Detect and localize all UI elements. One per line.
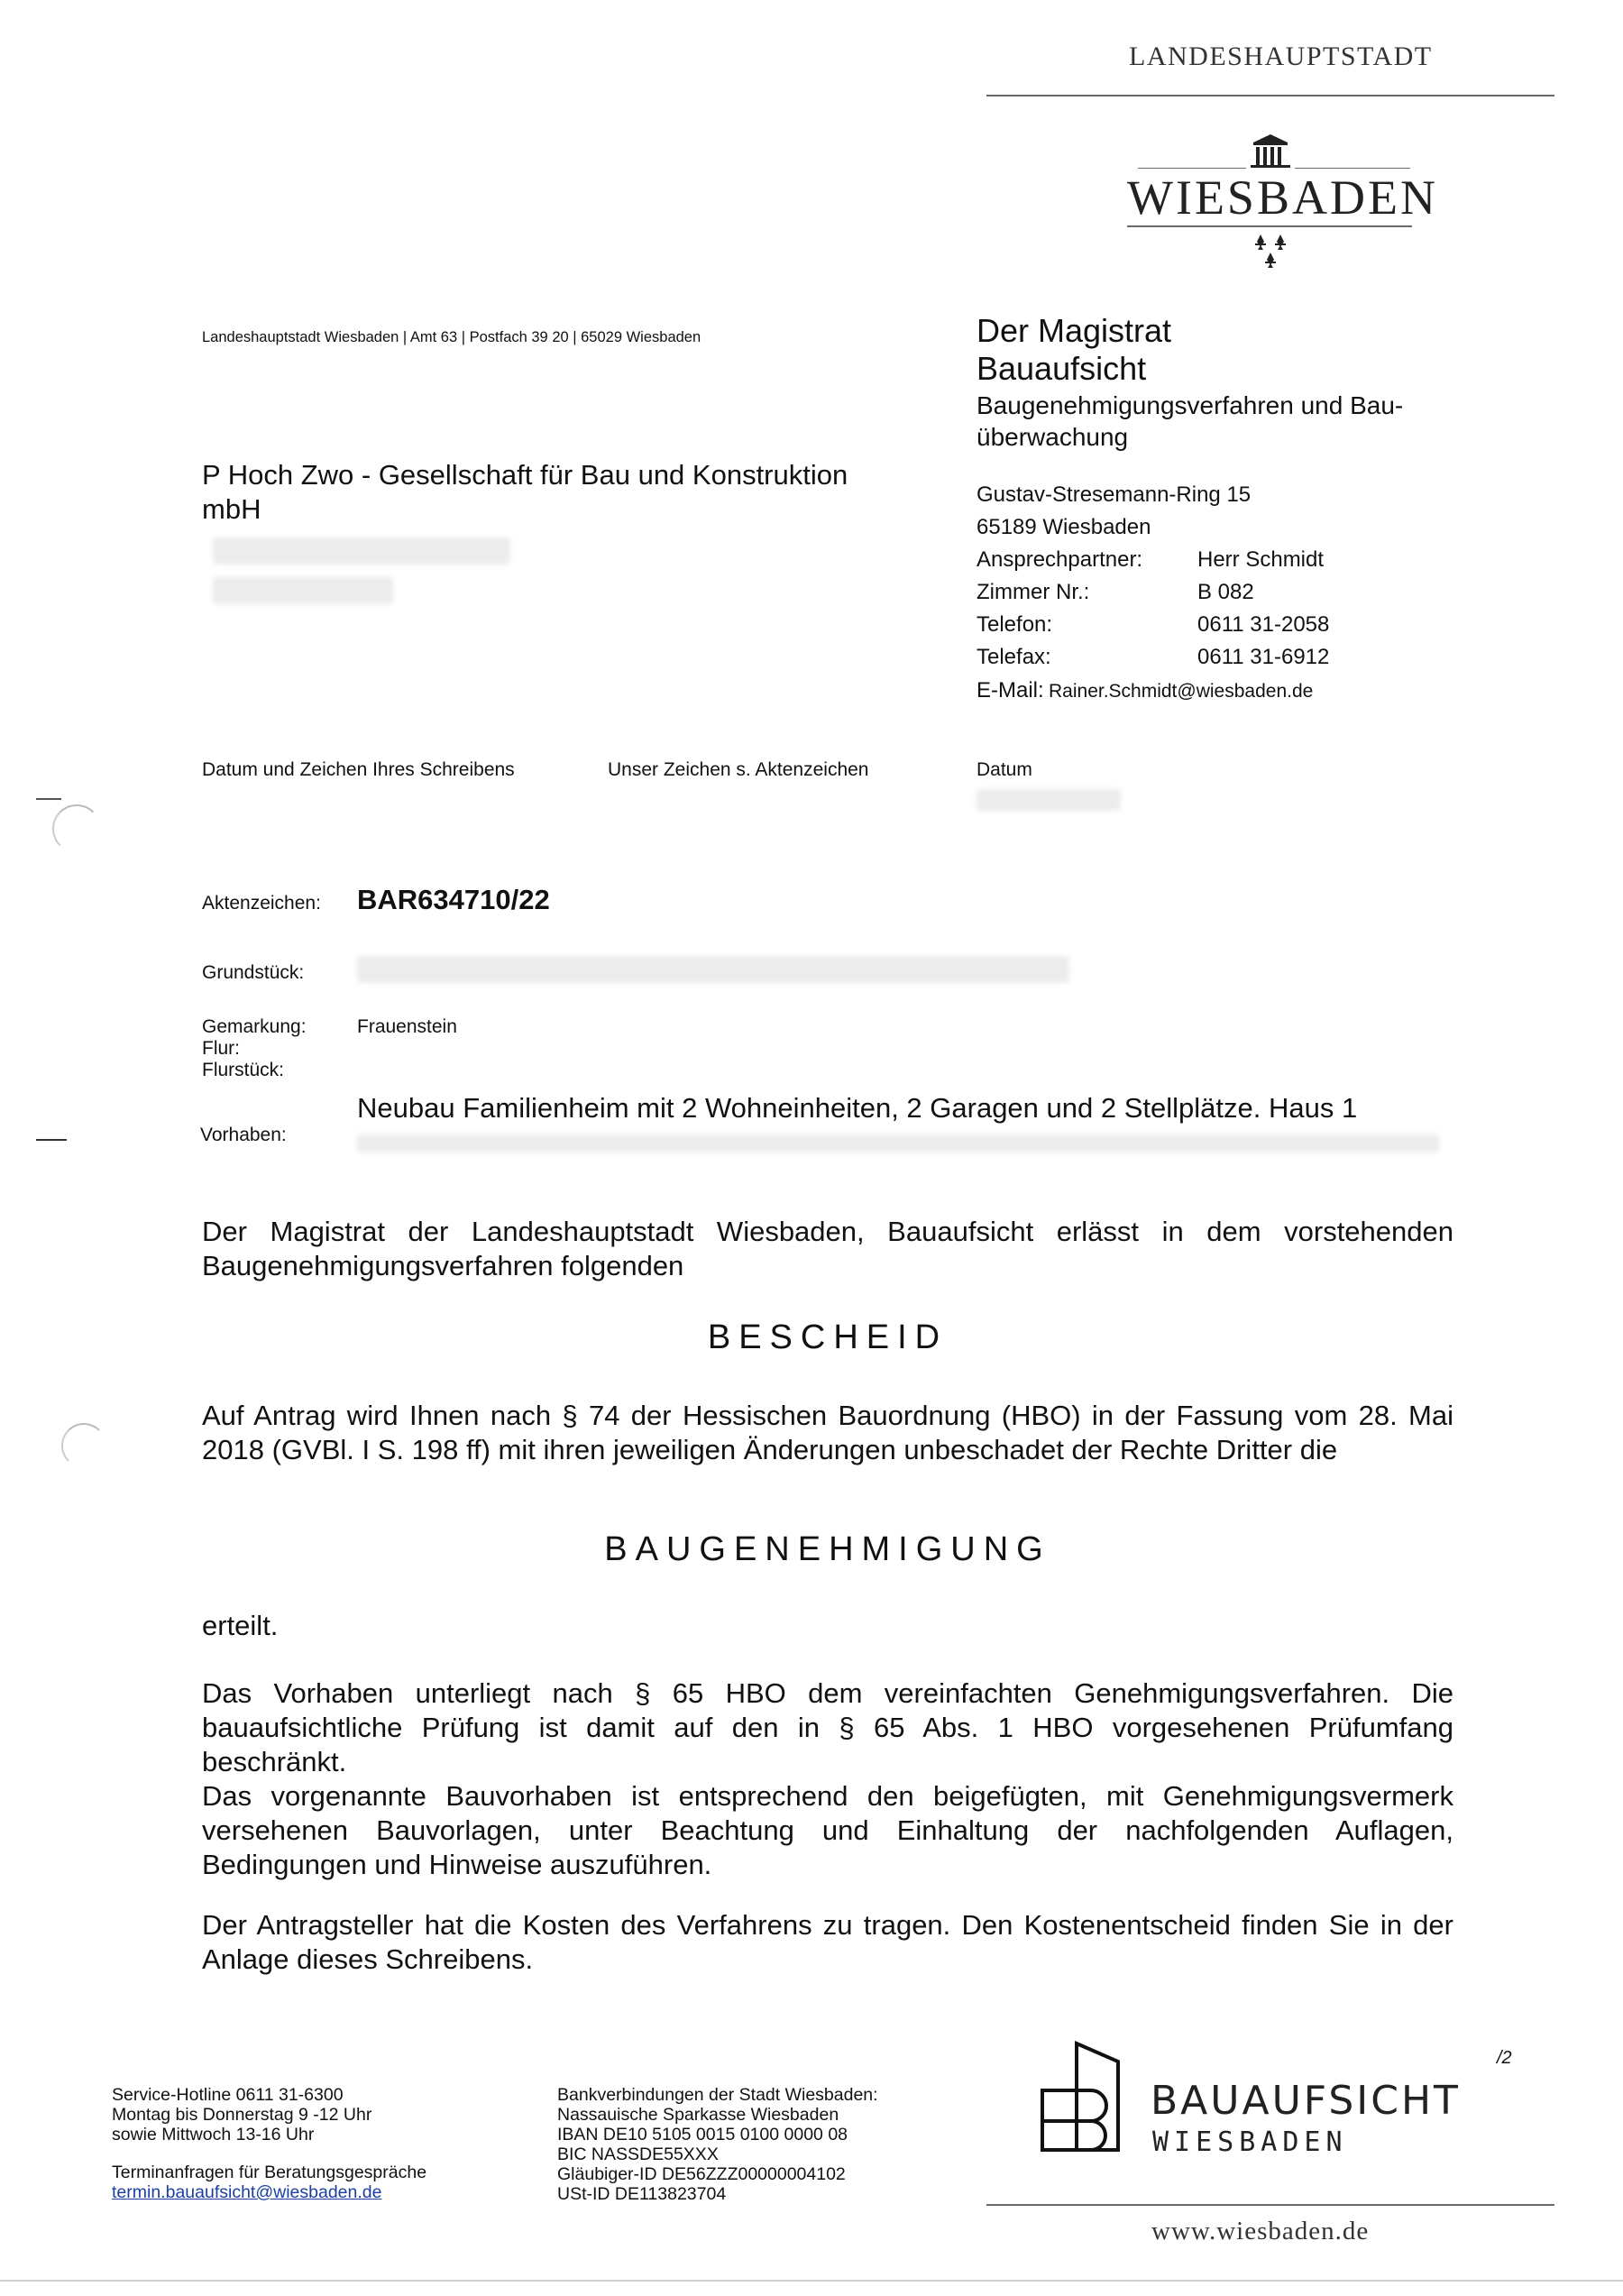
application-paragraph: Auf Antrag wird Ihnen nach § 74 der Hessischen Bauordnung (HBO) in der Fassung vom 28. Mai 2018 (GVBl. I S. 198 ff) mit ihren jeweiligen Änderungen unbeschadet der Rechte Dritter die <box>202 1400 1453 1465</box>
gemarkung-label: Gemarkung: <box>202 1016 307 1037</box>
office-department: Bauaufsicht <box>977 350 1147 387</box>
redacted-date <box>977 789 1121 811</box>
your-reference-label: Datum und Zeichen Ihres Schreibens <box>202 759 515 780</box>
contact-value-1: Herr Schmidt <box>1197 547 1325 572</box>
appointment-label: Terminanfragen für Beratungsgespräche <box>112 2163 427 2182</box>
intro-paragraph: Der Magistrat der Landeshauptstadt Wiesbaden, Bauaufsicht erlässt in dem vorstehenden Baugenehmigungsverfahren folgenden <box>202 1216 1453 1281</box>
contact-value-2: B 082 <box>1197 580 1254 604</box>
contact-value-3: 0611 31-2058 <box>1197 612 1330 637</box>
lilies-icon <box>1252 233 1289 278</box>
return-address: Landeshauptstadt Wiesbaden | Amt 63 | Postfach 39 20 | 65029 Wiesbaden <box>202 329 701 345</box>
aktenzeichen-value: BAR634710/22 <box>357 884 550 915</box>
office-division-cont: überwachung <box>977 423 1129 451</box>
city-label: LANDESHAUPTSTADT <box>1129 41 1433 71</box>
bank-bic: BIC NASSDE55XXX <box>557 2144 719 2164</box>
email-value: Rainer.Schmidt@wiesbaden.de <box>1049 681 1314 702</box>
contact-label-3: Telefon: <box>977 612 1053 637</box>
footer-service <box>112 2085 426 2202</box>
bauaufsicht-logo-subtitle: WIESBADEN <box>1152 2126 1348 2158</box>
grundstueck-label: Grundstück: <box>202 962 305 983</box>
contact-value-4: 0611 31-6912 <box>1197 645 1330 669</box>
gemarkung-value: Frauenstein <box>357 1016 457 1037</box>
office-city: 65189 Wiesbaden <box>977 515 1151 539</box>
punch-mark-top <box>36 798 61 800</box>
office-division: Baugenehmigungsverfahren und Bau- <box>977 391 1404 419</box>
bank-title: Bankverbindungen der Stadt Wiesbaden: <box>557 2085 878 2105</box>
vat-id: USt-ID DE113823704 <box>557 2184 727 2204</box>
contact-label-2: Zimmer Nr.: <box>977 580 1090 604</box>
office-street: Gustav-Stresemann-Ring 15 <box>977 482 1252 507</box>
conditions-paragraph: Das vorgenannte Bauvorhaben ist entsprechend den beigefügten, mit Genehmigungsvermerk versehenen Bauvorlagen, unter Beachtung und Einhaltung der nachfolgenden Auflagen, Bedingungen und Hinweise auszuführen. <box>202 1780 1453 1880</box>
vorhaben-label: Vorhaben: <box>200 1125 287 1145</box>
appointment-email-link[interactable]: termin.bauaufsicht@wiesbaden.de <box>112 2182 382 2202</box>
service-hotline: Service-Hotline 0611 31-6300 <box>112 2085 344 2105</box>
bauaufsicht-logo-title: BAUAUFSICHT <box>1151 2078 1461 2124</box>
page-continuation: /2 <box>1497 2048 1512 2068</box>
footer-divider <box>986 2204 1554 2206</box>
bauaufsicht-logo-icon <box>1039 2040 1122 2154</box>
costs-paragraph: Der Antragsteller hat die Kosten des Verfahrens zu tragen. Den Kostenentscheid finden Sie in der Anlage dieses Schreibens. <box>202 1909 1453 1975</box>
redacted-recipient-street <box>213 537 510 565</box>
bescheid-heading: BESCHEID <box>707 1318 949 1356</box>
bank-name: Nassauische Sparkasse Wiesbaden <box>557 2105 839 2125</box>
recipient-name-line2: mbH <box>202 493 261 525</box>
flurstueck-label: Flurstück: <box>202 1060 285 1080</box>
punch-mark-mid <box>36 1139 67 1141</box>
creditor-id: Gläubiger-ID DE56ZZZ00000004102 <box>557 2164 846 2184</box>
logo-line-left <box>1138 168 1246 169</box>
recipient-address <box>202 458 848 527</box>
recipient-name-line1: P Hoch Zwo - Gesellschaft für Bau und Konstruktion <box>202 459 848 491</box>
website: www.wiesbaden.de <box>1151 2217 1370 2245</box>
service-hours-1: Montag bis Donnerstag 9 -12 Uhr <box>112 2105 372 2125</box>
service-hours-2: sowie Mittwoch 13-16 Uhr <box>112 2125 315 2144</box>
redacted-grundstueck <box>357 956 1069 983</box>
baugenehmigung-heading: BAUGENEHMIGUNG <box>604 1530 1051 1568</box>
redacted-recipient-city <box>213 577 393 604</box>
redacted-vorhaben-detail <box>357 1134 1439 1153</box>
office-title: Der Magistrat <box>977 312 1172 349</box>
city-hall-icon <box>1246 132 1295 170</box>
date-label: Datum <box>977 759 1032 780</box>
scan-bottom-edge <box>0 2280 1623 2282</box>
contact-label-1: Ansprechpartner: <box>977 547 1143 572</box>
erteilt-text: erteilt. <box>202 1610 279 1641</box>
flur-label: Flur: <box>202 1038 240 1059</box>
punch-hole-1 <box>52 804 101 853</box>
office-block <box>977 312 1403 453</box>
contact-label-4: Telefax: <box>977 645 1051 669</box>
our-reference-label: Unser Zeichen s. Aktenzeichen <box>608 759 869 780</box>
email-label: E-Mail: <box>977 678 1044 703</box>
aktenzeichen-label: Aktenzeichen: <box>202 893 321 914</box>
vorhaben-value: Neubau Familienheim mit 2 Wohneinheiten, 2 Garagen und 2 Stellplätze. Haus 1 <box>357 1092 1358 1124</box>
punch-hole-2 <box>61 1423 106 1468</box>
logo-wordmark: WIESBADEN <box>1127 170 1438 225</box>
footer-bank <box>557 2085 878 2204</box>
logo-underline <box>1127 225 1412 227</box>
procedure-paragraph: Das Vorhaben unterliegt nach § 65 HBO dem vereinfachten Genehmigungsverfahren. Die bauaufsichtliche Prüfung ist damit auf den in § 65 Abs. 1 HBO vorgesehenen Prüfumfang beschränkt. <box>202 1677 1453 1777</box>
bank-iban: IBAN DE10 5105 0015 0100 0000 08 <box>557 2125 848 2144</box>
logo-line-right <box>1295 168 1410 169</box>
header-divider <box>986 95 1554 96</box>
